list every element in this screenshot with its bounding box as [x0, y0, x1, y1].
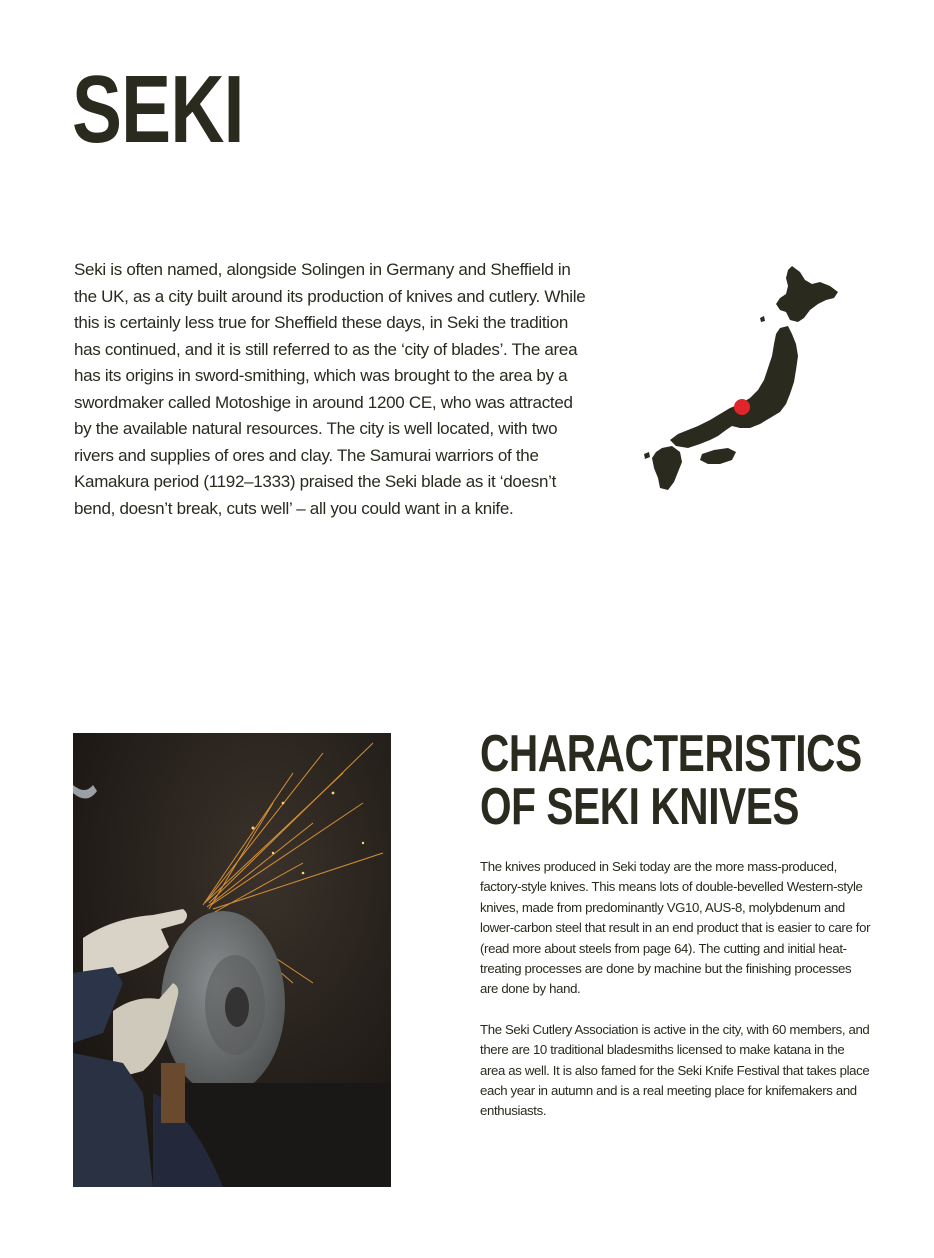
japan-map-icon [640, 258, 850, 498]
section-paragraph-1: The knives produced in Seki today are the more mass-produced, factory-style knives. This means lots of double-bevelled Western-style knives, made from predominantly VG10, AUS-8, molybdenum and lower-carbon steel that result in an end product that is easier to care for (read more about steels from page 64). The cutting and initial heat-treating processes are done by machine but the finishing processes are done by hand. [480, 859, 871, 997]
intro-paragraph: Seki is often named, alongside Solingen in Germany and Sheffield in the UK, as a city built around its production of knives and cutlery. While this is certainly less true for Sheffield these days, in Seki the tradition has continued, and it is still referred to as the ‘city of blades’. The area has its origins in sword-smithing, which was brought to the area by a swordmaker called Motoshige in around 1200 CE, who was attracted by the available natural resources. The city is well located, with two rivers and supplies of ores and clay. The Samurai warriors of the Kamakura period (1192–1333) praised the Seki blade as it ‘doesn’t bend, doesn’t break, cuts well’ – all you could want in a knife. [74, 260, 586, 518]
page-title: SEKI [72, 56, 244, 163]
section-heading-line-1: CHARACTERISTICS [480, 725, 862, 783]
seki-location-marker [734, 399, 750, 415]
section-body [480, 857, 872, 1142]
section-heading [480, 725, 862, 836]
section-heading-line-2: OF SEKI KNIVES [480, 778, 800, 836]
japan-map [640, 258, 850, 498]
section-paragraph-2: The Seki Cutlery Association is active in the city, with 60 members, and there are 10 traditional bladesmiths licensed to make katana in the area as well. It is also famed for the Seki Knife Festival that takes place each year in autumn and is a real meeting place for knifemakers and enthusiasts. [480, 1021, 870, 1119]
grinding-photo [73, 733, 391, 1187]
